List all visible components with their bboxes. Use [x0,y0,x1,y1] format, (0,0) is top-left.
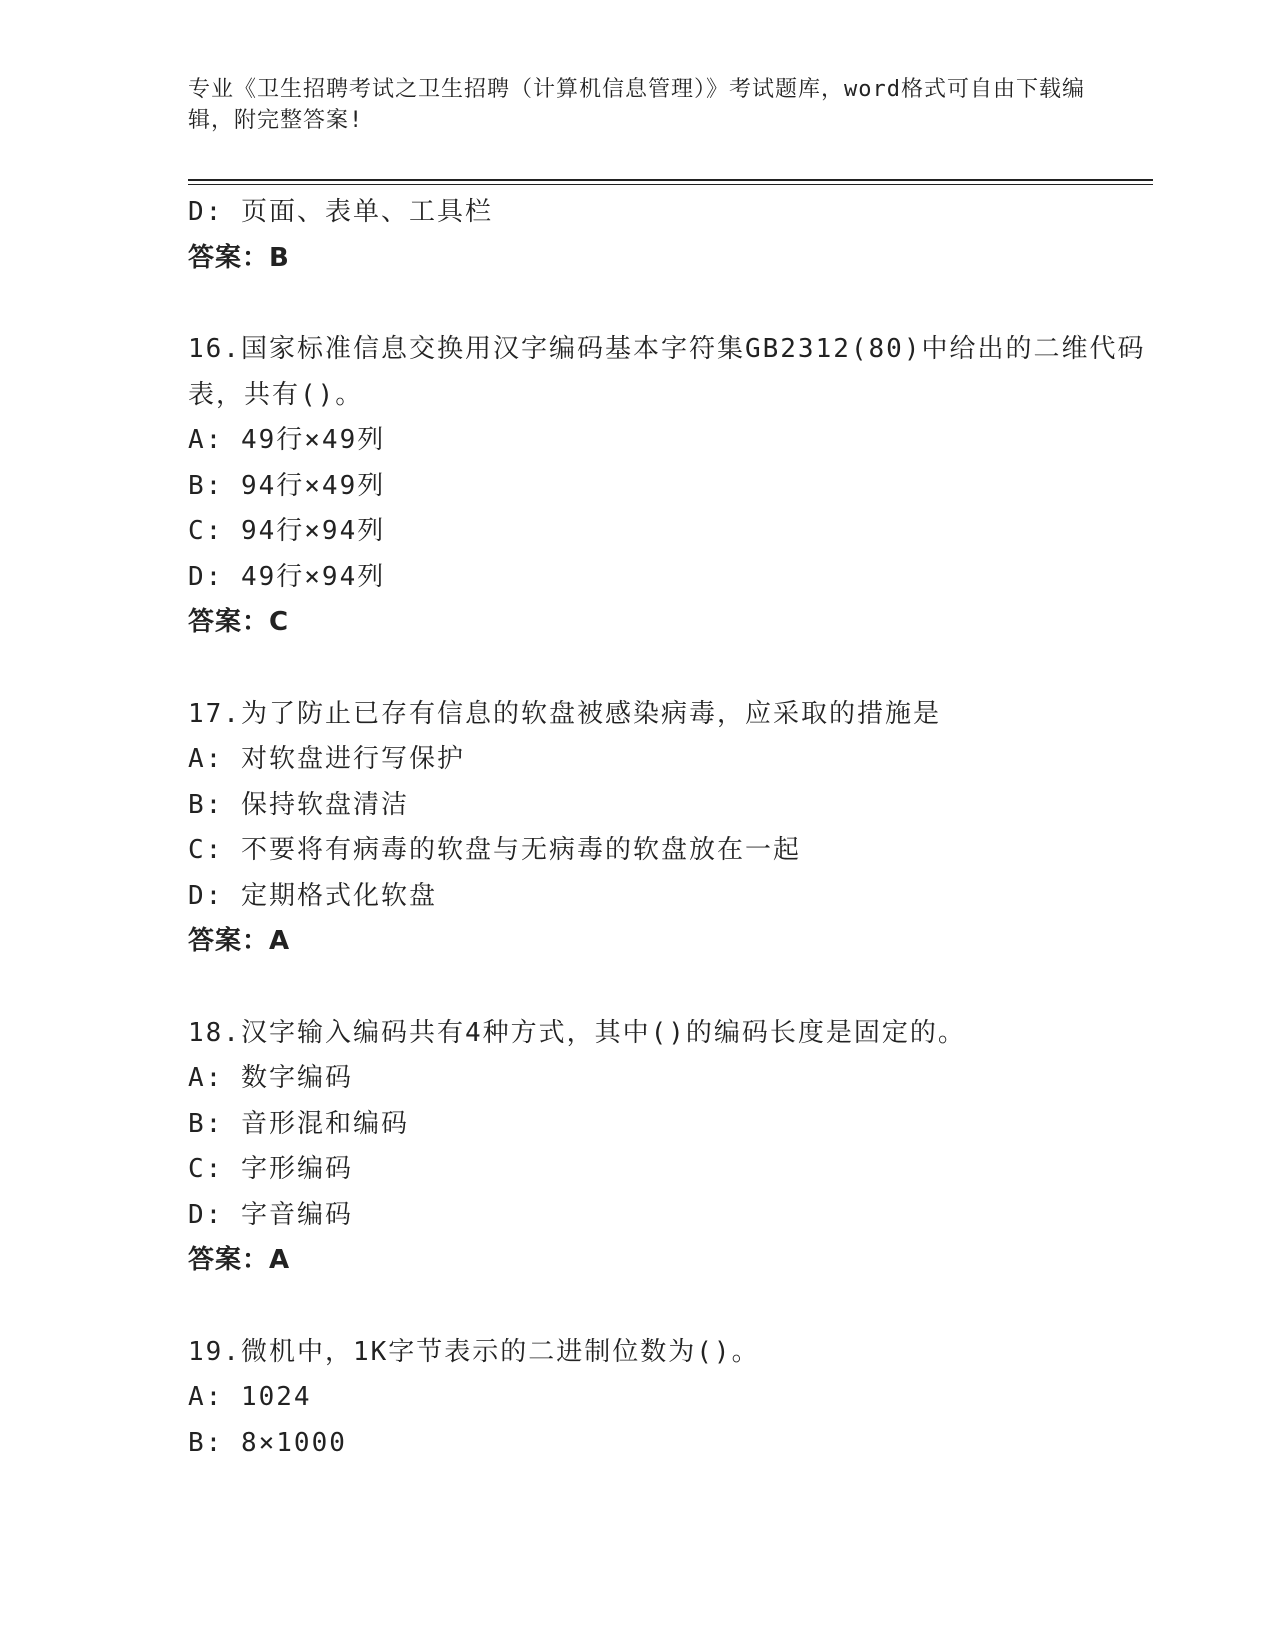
question-stem: 17.为了防止已存有信息的软盘被感染病毒，应采取的措施是 [188,698,941,729]
header-divider-thin [188,184,1153,185]
question-18 [188,1011,1153,1284]
option-c: C: 94行×94列 [188,516,386,546]
question-19 [188,1330,1153,1467]
question-stem: 16.国家标准信息交换用汉字编码基本字符集GB2312(80)中给出的二维代码表，共有()。 [188,334,1146,410]
option-a: A: 49行×49列 [188,425,386,455]
option-b: B: 音形混和编码 [188,1108,409,1139]
option-b: B: 保持软盘清洁 [188,789,409,820]
question-16 [188,327,1153,646]
option-a: A: 对软盘进行写保护 [188,744,465,774]
header-divider [188,179,1153,181]
answer-line: 答案：A [188,1245,291,1275]
option-d: D: 字音编码 [188,1199,353,1230]
answer-line: 答案：B [188,242,290,273]
question-17 [188,692,1153,965]
question-stem: 18.汉字输入编码共有4种方式，其中()的编码长度是固定的。 [188,1017,966,1048]
question-list [188,190,1153,1466]
option-d: D: 49行×94列 [188,561,386,592]
option-d: D: 定期格式化软盘 [188,880,437,911]
option-a: A: 数字编码 [188,1063,353,1093]
answer-line: 答案：C [188,607,290,637]
option-d: D: 页面、表单、工具栏 [188,197,493,227]
document-header: 专业《卫生招聘考试之卫生招聘（计算机信息管理）》考试题库，word格式可自由下载编辑，附完整答案! [188,77,1085,133]
option-c: C: 不要将有病毒的软盘与无病毒的软盘放在一起 [188,835,801,865]
option-c: C: 字形编码 [188,1154,353,1184]
answer-line: 答案：A [188,926,291,956]
option-b: B: 8×1000 [188,1427,347,1458]
question-stem: 19.微机中，1K字节表示的二进制位数为()。 [188,1336,760,1367]
option-b: B: 94行×49列 [188,470,386,501]
option-a: A: 1024 [188,1382,312,1412]
